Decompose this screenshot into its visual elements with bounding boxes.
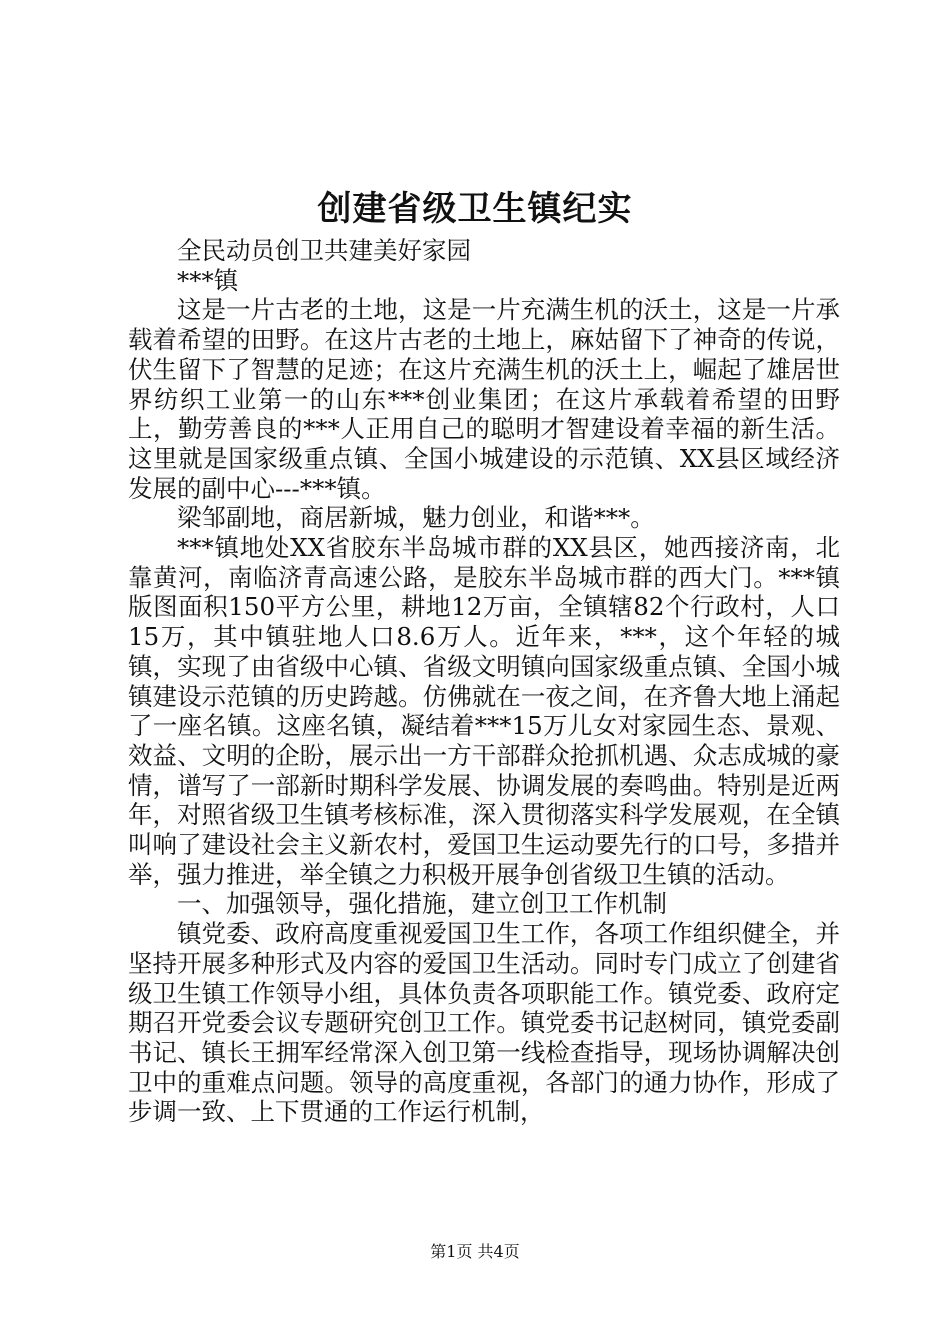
document-title: 创建省级卫生镇纪实 xyxy=(317,189,633,229)
body-paragraph: 镇党委、政府高度重视爱国卫生工作，各项工作组织健全，并坚持开展多种形式及内容的爱国卫生活动。同时专门成立了创建省级卫生镇工作领导小组，具体负责各项职能工作。镇党委、政府定期召开党委会议专题研究创卫工作。镇党委书记赵树同，镇党委副书记、镇长王拥军经常深入创卫第一线检查指导，现场协调解决创卫中的重难点问题。领导的高度重视，各部门的通力协作，形成了步调一致、上下贯通的工作运行机制， xyxy=(128,919,840,1127)
subtitle: 全民动员创卫共建美好家园 xyxy=(177,236,471,265)
document-body xyxy=(128,236,840,1127)
section-heading: 一、加强领导，强化措施，建立创卫工作机制 xyxy=(177,889,667,919)
body-paragraph: ***镇地处XX省胶东半岛城市群的XX县区，她西接济南，北靠黄河，南临济青高速公路，是胶东半岛城市群的西大门。***镇版图面积150平方公里，耕地12万亩，全镇辖82个行政村，人口15万，其中镇驻地人口8.6万人。近年来，***，这个年轻的城镇，实现了由省级中心镇、省级文明镇向国家级重点镇、全国小城镇建设示范镇的历史跨越。仿佛就在一夜之间，在齐鲁大地上涌起了一座名镇。这座名镇，凝结着***15万儿女对家园生态、景观、效益、文明的企盼，展示出一方干部群众抢抓机遇、众志成城的豪情，谱写了一部新时期科学发展、协调发展的奏鸣曲。特别是近两年，对照省级卫生镇考核标准，深入贯彻落实科学发展观，在全镇叫响了建设社会主义新农村，爱国卫生运动要先行的口号，多措并举，强力推进，举全镇之力积极开展争创省级卫生镇的活动。 xyxy=(128,533,840,889)
page-footer: 第1页 共4页 xyxy=(430,1242,520,1261)
body-paragraph: 这是一片古老的土地，这是一片充满生机的沃土，这是一片承载着希望的田野。在这片古老的土地上，麻姑留下了神奇的传说，伏生留下了智慧的足迹；在这片充满生机的沃土上，崛起了雄居世界纺织工业第一的山东***创业集团；在这片承载着希望的田野上，勤劳善良的***人正用自己的聪明才智建设着幸福的新生活。这里就是国家级重点镇、全国小城建设的示范镇、XX县区域经济发展的副中心---***镇。 xyxy=(128,295,840,503)
body-paragraph: 梁邹副地，商居新城，魅力创业，和谐***。 xyxy=(177,503,655,533)
author-line: ***镇 xyxy=(177,265,239,295)
